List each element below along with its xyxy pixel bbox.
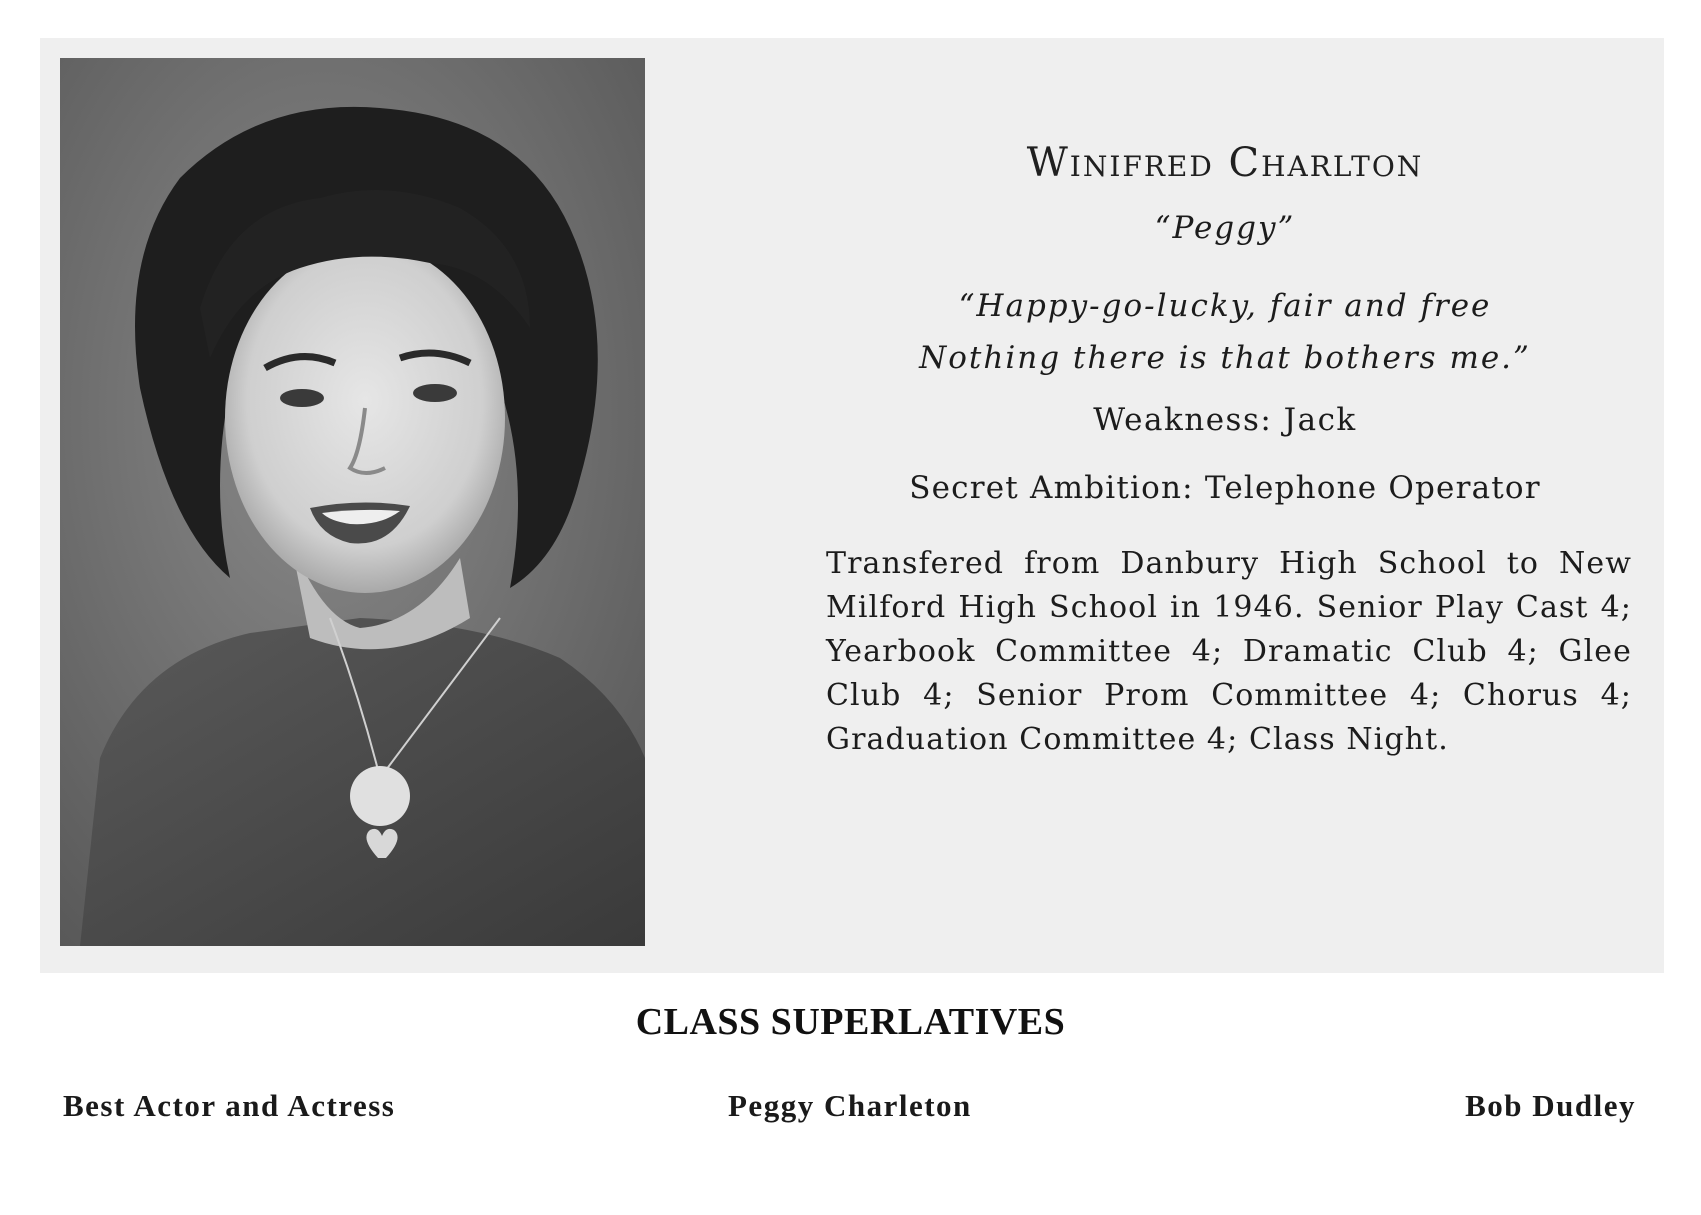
portrait-illustration [60, 58, 645, 946]
superlative-category: Best Actor and Actress [63, 1088, 396, 1123]
superlatives-heading: CLASS SUPERLATIVES [635, 1001, 1066, 1043]
student-secret-ambition: Secret Ambition: Telephone Operator [909, 470, 1541, 506]
superlative-girl-winner: Peggy Charleton [728, 1088, 972, 1123]
superlative-boy-winner: Bob Dudley [1465, 1088, 1636, 1123]
student-activities: Transfered from Danbury High School to New Milford High School in 1946. Senior Play Cast 4; Yearbook Committee 4; Dramatic Club 4; Glee Club 4; Senior Prom Committee 4; Chorus 4; Graduation Committee 4; Class Night. [826, 546, 1632, 757]
student-portrait [60, 58, 645, 946]
student-name: Winifred Charlton [1026, 140, 1424, 186]
student-quote [820, 280, 1630, 384]
student-nickname: “Peggy” [1154, 210, 1296, 246]
quote-line-2: Nothing there is that bothers me.” [919, 340, 1531, 376]
student-weakness: Weakness: Jack [1093, 402, 1357, 438]
quote-line-1: “Happy-go-lucky, fair and free [958, 288, 1492, 324]
